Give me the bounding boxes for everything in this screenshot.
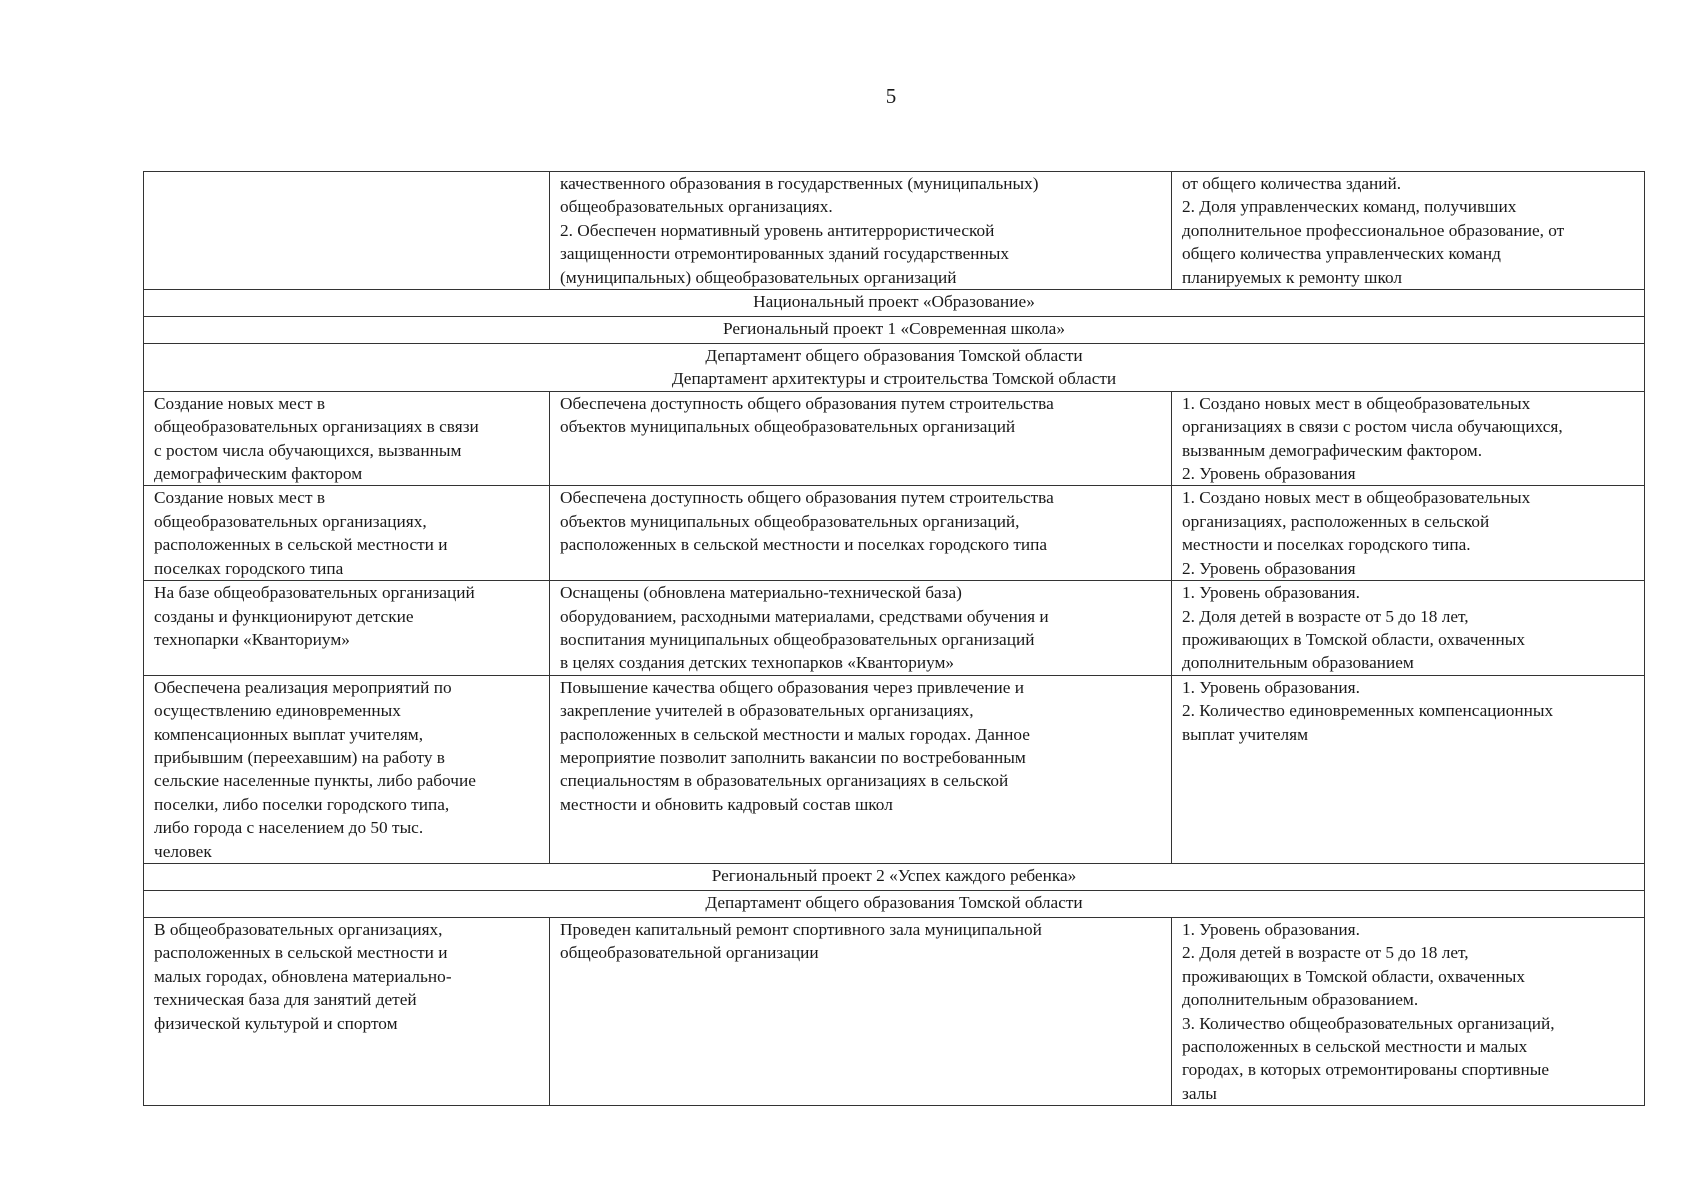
text-line: защищенности отремонтированных зданий государственных: [560, 244, 1010, 264]
table-row: [144, 581, 1645, 676]
text-line: 1. Уровень образования.: [1182, 677, 1360, 697]
cell-result: [550, 391, 1172, 486]
text-line: поселки, либо поселки городского типа,: [154, 794, 450, 814]
text-line: местности и обновить кадровый состав школ: [560, 794, 893, 814]
cell-result: [550, 675, 1172, 863]
text-line: 2. Доля детей в возрасте от 5 до 18 лет,: [1182, 606, 1469, 626]
text-line: расположенных в сельской местности и: [154, 943, 448, 963]
cell-indicators: [1172, 581, 1645, 676]
cell-result: [550, 917, 1172, 1105]
section-header-row: [144, 317, 1645, 344]
text-line: мероприятие позволит заполнить вакансии по востребованным: [560, 747, 1026, 767]
section-header-row: [144, 344, 1645, 392]
national-project-header: Национальный проект «Образование»: [144, 290, 1645, 317]
text-line: 1. Уровень образования.: [1182, 919, 1360, 939]
text-line: Обеспечена реализация мероприятий по: [154, 677, 452, 697]
text-line: Оснащены (обновлена материально-технической база): [560, 583, 962, 603]
text-line: 2. Доля детей в возрасте от 5 до 18 лет,: [1182, 943, 1469, 963]
text-line: 2. Доля управленческих команд, получивших: [1182, 197, 1517, 217]
text-line: Департамент архитектуры и строительства Томской области: [671, 369, 1117, 389]
text-line: закрепление учителей в образовательных организациях,: [560, 701, 974, 721]
text-line: общеобразовательных организациях,: [154, 511, 427, 531]
text-line: расположенных в сельской местности и: [154, 535, 448, 555]
text-line: в целях создания детских технопарков «Кванториум»: [560, 653, 955, 673]
text-line: малых городах, обновлена материально-: [154, 966, 452, 986]
text-line: выплат учителям: [1182, 724, 1309, 744]
cell-event: [144, 391, 550, 486]
text-line: расположенных в сельской местности и малых городах. Данное: [560, 724, 1030, 744]
text-line: человек: [154, 841, 212, 861]
text-line: компенсационных выплат учителям,: [154, 724, 424, 744]
text-line: объектов муниципальных общеобразовательных организаций,: [560, 511, 1020, 531]
department-2-header: Департамент общего образования Томской области: [144, 890, 1645, 917]
cell-indicators: [1172, 172, 1645, 290]
text-line: расположенных в сельской местности и поселках городского типа: [560, 535, 1048, 555]
text-line: 3. Количество общеобразовательных организаций,: [1182, 1013, 1555, 1033]
cell-event: [144, 486, 550, 581]
cell-indicators: [1172, 917, 1645, 1105]
text-line: расположенных в сельской местности и малых: [1182, 1037, 1528, 1056]
cell-event: [144, 675, 550, 863]
text-line: В общеобразовательных организациях,: [154, 919, 443, 939]
section-header-row: [144, 290, 1645, 317]
text-line: общеобразовательных организациях.: [560, 197, 833, 217]
text-line: планируемых к ремонту школ: [1182, 267, 1403, 287]
text-line: Департамент общего образования Томской области: [705, 346, 1083, 366]
text-line: организациях в связи с ростом числа обучающихся,: [1182, 417, 1563, 437]
text-line: 2. Уровень образования: [1182, 464, 1356, 484]
text-line: 2. Количество единовременных компенсационных: [1182, 701, 1554, 721]
cell-result: [550, 486, 1172, 581]
text-line: воспитания муниципальных общеобразовательных организаций: [560, 629, 1035, 649]
text-line: физической культурой и спортом: [154, 1013, 398, 1033]
text-line: дополнительным образованием: [1182, 653, 1414, 673]
table-row: [144, 675, 1645, 863]
cell-indicators: [1172, 486, 1645, 581]
text-line: залы: [1182, 1083, 1217, 1103]
text-line: организациях, расположенных в сельской: [1182, 511, 1490, 531]
text-line: городах, в которых отремонтированы спортивные: [1182, 1060, 1550, 1080]
section-header-row: [144, 863, 1645, 890]
text-line: 1. Создано новых мест в общеобразовательных: [1182, 393, 1531, 413]
page-number: 5: [885, 84, 897, 108]
text-line: дополнительное профессиональное образование, от: [1182, 220, 1565, 240]
text-line: дополнительным образованием.: [1182, 990, 1419, 1010]
cell-indicators: [1172, 391, 1645, 486]
text-line: техническая база для занятий детей: [154, 990, 417, 1010]
text-line: осуществлению единовременных: [154, 701, 401, 721]
text-line: 1. Уровень образования.: [1182, 583, 1360, 603]
text-line: местности и поселках городского типа.: [1182, 535, 1471, 555]
cell-event: [144, 917, 550, 1105]
text-line: специальностям в образовательных организациях в сельской: [560, 771, 1009, 791]
text-line: 2. Уровень образования: [1182, 558, 1356, 578]
document-table: [143, 171, 1645, 1106]
text-line: объектов муниципальных общеобразовательных организаций: [560, 417, 1016, 437]
text-line: прибывшим (переехавшим) на работу в: [154, 747, 445, 767]
text-line: проживающих в Томской области, охваченных: [1182, 629, 1525, 649]
text-line: Проведен капитальный ремонт спортивного зала муниципальной: [560, 919, 1042, 939]
text-line: общего количества управленческих команд: [1182, 244, 1501, 264]
text-line: созданы и функционируют детские: [154, 606, 414, 626]
section-header-row: [144, 890, 1645, 917]
table-row: [144, 172, 1645, 290]
text-line: сельские населенные пункты, либо рабочие: [154, 771, 476, 791]
cell-result: [550, 172, 1172, 290]
regional-project-1-header: Региональный проект 1 «Современная школа»: [144, 317, 1645, 344]
text-line: 2. Обеспечен нормативный уровень антитеррористической: [560, 220, 995, 240]
text-line: технопарки «Кванториум»: [154, 629, 350, 649]
text-line: проживающих в Томской области, охваченных: [1182, 966, 1525, 986]
text-line: поселках городского типа: [154, 558, 344, 578]
table-row: [144, 391, 1645, 486]
text-line: качественного образования в государственных (муниципальных): [560, 174, 1039, 193]
text-line: 1. Создано новых мест в общеобразовательных: [1182, 488, 1531, 508]
table-row: [144, 486, 1645, 581]
text-line: демографическим фактором: [154, 464, 363, 484]
text-line: от общего количества зданий.: [1182, 174, 1402, 193]
text-line: оборудованием, расходными материалами, средствами обучения и: [560, 606, 1049, 626]
departments-header: [144, 344, 1645, 392]
table-row: [144, 917, 1645, 1105]
text-line: общеобразовательной организации: [560, 943, 819, 963]
text-line: с ростом числа обучающихся, вызванным: [154, 440, 462, 460]
cell-event: [144, 581, 550, 676]
text-line: вызванным демографическим фактором.: [1182, 440, 1483, 460]
text-line: (муниципальных) общеобразовательных организаций: [560, 267, 957, 287]
text-line: общеобразовательных организациях в связи: [154, 417, 479, 437]
regional-project-2-header: Региональный проект 2 «Успех каждого ребенка»: [144, 863, 1645, 890]
text-line: Обеспечена доступность общего образования путем строительства: [560, 488, 1054, 508]
text-line: Создание новых мест в: [154, 393, 325, 413]
cell-result: [144, 172, 550, 290]
cell-result: [550, 581, 1172, 676]
text-line: На базе общеобразовательных организаций: [154, 583, 475, 603]
text-line: Повышение качества общего образования через привлечение и: [560, 677, 1024, 697]
text-line: Обеспечена доступность общего образования путем строительства: [560, 393, 1054, 413]
text-line: либо города с населением до 50 тыс.: [154, 818, 424, 838]
text-line: Создание новых мест в: [154, 488, 325, 508]
cell-indicators: [1172, 675, 1645, 863]
